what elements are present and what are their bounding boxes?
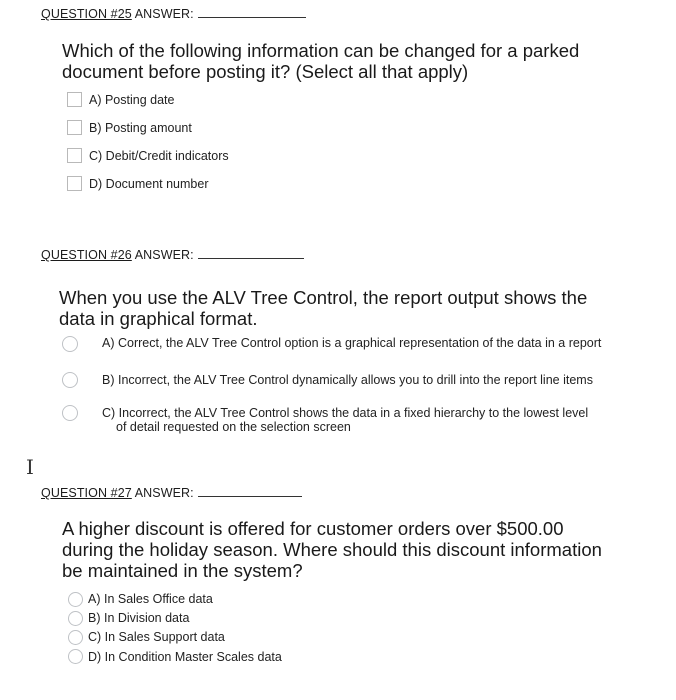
question-25-stem <box>62 40 579 82</box>
question-27-option-d: D) In Condition Master Scales data <box>88 650 282 664</box>
question-27-number: QUESTION #27 <box>41 486 132 500</box>
question-26-number: QUESTION #26 <box>41 248 132 262</box>
question-26-stem-line-1: When you use the ALV Tree Control, the report output shows the <box>59 287 588 308</box>
question-26-option-c <box>102 406 588 434</box>
question-25-checkbox-c[interactable] <box>67 148 82 163</box>
question-26-radio-b[interactable] <box>62 372 78 388</box>
question-26-stem-line-2: data in graphical format. <box>59 308 258 329</box>
question-25-header <box>41 7 306 21</box>
question-27-option-c: C) In Sales Support data <box>88 630 225 644</box>
question-25-answer-blank[interactable] <box>198 16 306 18</box>
question-27-option-a: A) In Sales Office data <box>88 592 213 606</box>
question-25-option-b: B) Posting amount <box>89 121 192 135</box>
question-25-stem-line-2: document before posting it? (Select all that apply) <box>62 61 469 82</box>
question-25-checkbox-d[interactable] <box>67 176 82 191</box>
question-26-option-c-line-1: C) Incorrect, the ALV Tree Control shows the data in a fixed hierarchy to the lowest level <box>102 406 589 420</box>
question-27-answer-blank[interactable] <box>198 495 302 497</box>
question-26-stem <box>59 287 587 329</box>
question-27-radio-d[interactable] <box>68 649 83 664</box>
question-25-number: QUESTION #25 <box>41 7 132 21</box>
question-25-stem-line-1: Which of the following information can be changed for a parked <box>62 40 580 61</box>
question-27-option-b: B) In Division data <box>88 611 190 625</box>
question-25-answer-label: ANSWER: <box>131 7 194 21</box>
question-27-answer-label: ANSWER: <box>131 486 194 500</box>
question-25-checkbox-b[interactable] <box>67 120 82 135</box>
question-26-header <box>41 248 304 262</box>
question-26-radio-a[interactable] <box>62 336 78 352</box>
question-26-option-b: B) Incorrect, the ALV Tree Control dynamically allows you to drill into the report line items <box>102 373 593 387</box>
question-26-option-a: A) Correct, the ALV Tree Control option is a graphical representation of the data in a report <box>102 336 602 350</box>
question-27-radio-c[interactable] <box>68 630 83 645</box>
question-26-option-c-line-2: of detail requested on the selection screen <box>116 420 351 434</box>
question-25-checkbox-a[interactable] <box>67 92 82 107</box>
question-27-stem-line-2: during the holiday season. Where should this discount information <box>62 539 602 560</box>
question-27-header <box>41 486 302 500</box>
question-25-option-c: C) Debit/Credit indicators <box>89 149 229 163</box>
question-25-option-d: D) Document number <box>89 177 209 191</box>
question-27-stem <box>62 518 602 581</box>
question-27-stem-line-3: be maintained in the system? <box>62 560 303 581</box>
text-cursor-icon: I <box>26 455 34 479</box>
question-27-radio-b[interactable] <box>68 611 83 626</box>
question-26-answer-label: ANSWER: <box>131 248 194 262</box>
question-26-answer-blank[interactable] <box>198 257 304 259</box>
question-25-option-a: A) Posting date <box>89 93 175 107</box>
question-26-radio-c[interactable] <box>62 405 78 421</box>
question-27-radio-a[interactable] <box>68 592 83 607</box>
question-27-stem-line-1: A higher discount is offered for customer orders over $500.00 <box>62 518 564 539</box>
